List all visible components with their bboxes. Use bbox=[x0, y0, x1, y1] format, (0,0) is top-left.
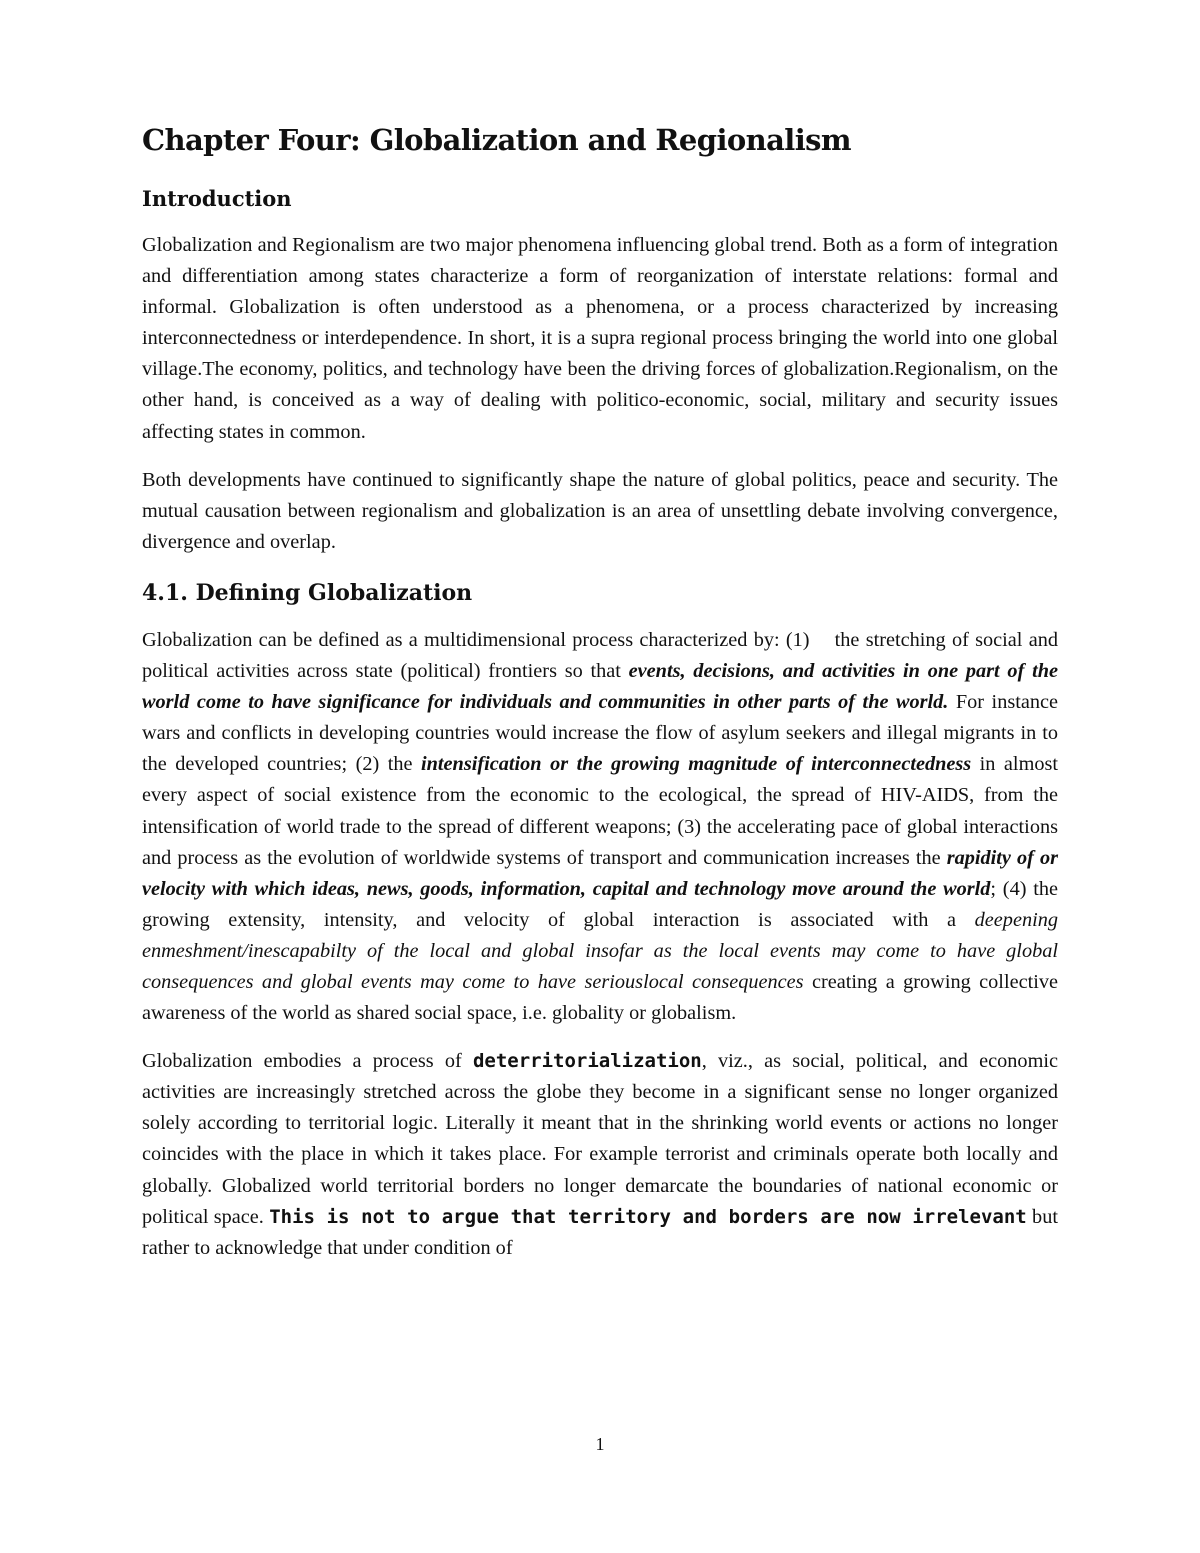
definition-emphasis-2: intensification or the growing magnitude of interconnectedness bbox=[421, 753, 972, 776]
deterr-text-2: , viz., as social, political, and economic activities are increasingly stretched across the globe they become in a significant sense no longer organized solely according to territorial logic. Literally it meant that in the shrinking world events or actions no longer coincides with the place in which it takes place. For example terrorist and criminals operate both locally and globally. Globalized world territorial borders no longer demarcate the boundaries of national economic or political space. bbox=[142, 1050, 1058, 1228]
definition-text-3: in almost every aspect of social existence from the economic to the ecological, the spread of HIV-AIDS, from the intensification of world trade to the spread of different weapons; (3) the accelerating pace of global interactions and process as the evolution of worldwide systems of transport and communication increases the bbox=[142, 753, 1059, 869]
deterr-bold-statement: This is not to argue that territory and borders are now irrelevant bbox=[269, 1205, 1027, 1228]
page-number: 1 bbox=[595, 1434, 605, 1454]
intro-paragraph-2: Both developments have continued to significantly shape the nature of global politics, peace and security. The mutual causation between regionalism and globalization is an area of unsettling debate involving convergence, divergence and overlap. bbox=[142, 468, 1058, 553]
definition-italic-4: deepening enmeshment/inescapabilty of the local and global insofar as the local events may come to have global consequences and global events may come to have seriouslocal consequences bbox=[142, 908, 1058, 993]
intro-paragraph-1: Globalization and Regionalism are two major phenomena influencing global trend. Both as a form of integration and differentiation among states characterize a form of reorganization of interstate relations: formal and informal. Globalization is often understood as a phenomena, or a process characterized by increasing interconnectedness or interdependence. In short, it is a supra regional process bringing the world into one global village.The economy, politics, and technology have been the driving forces of globalization.Regionalism, on the other hand, is conceived as a way of dealing with politico-economic, social, military and security issues affecting states in common. bbox=[142, 234, 1058, 443]
definition-text-4: ; (4) the growing extensity, intensity, and velocity of global interaction is associated with a bbox=[142, 877, 1058, 931]
deterr-text-3: but rather to acknowledge that under condition of bbox=[142, 1205, 1058, 1259]
definition-text-1: Globalization can be defined as a multidimensional process characterized by: (1) the stretching of social and political activities across state (political) frontiers so that bbox=[142, 628, 1058, 683]
section-heading-defining-globalization: 4.1. Defining Globalization bbox=[142, 579, 473, 606]
definition-text-5: creating a growing collective awareness of the world as shared social space, i.e. globality or globalism. bbox=[142, 970, 1058, 1025]
deterritorialization-paragraph bbox=[142, 1046, 1058, 1264]
definition-emphasis-1: events, decisions, and activities in one part of the world come to have significance for individuals and communities in other parts of the world. bbox=[142, 660, 1058, 714]
deterr-bold-term: deterritorialization bbox=[472, 1050, 702, 1073]
introduction-heading: Introduction bbox=[142, 186, 292, 211]
definition-emphasis-3: rapidity of or velocity with which ideas, news, goods, information, capital and technology move around the world bbox=[142, 846, 1058, 900]
chapter-title: Chapter Four: Globalization and Regionalism bbox=[142, 123, 851, 157]
document-page bbox=[142, 118, 1058, 1281]
definition-paragraph bbox=[142, 625, 1058, 1029]
deterr-text-1: Globalization embodies a process of bbox=[142, 1050, 473, 1073]
definition-text-2: For instance wars and conflicts in developing countries would increase the flow of asylum seekers and illegal migrants in to the developed countries; (2) the bbox=[142, 691, 1059, 776]
